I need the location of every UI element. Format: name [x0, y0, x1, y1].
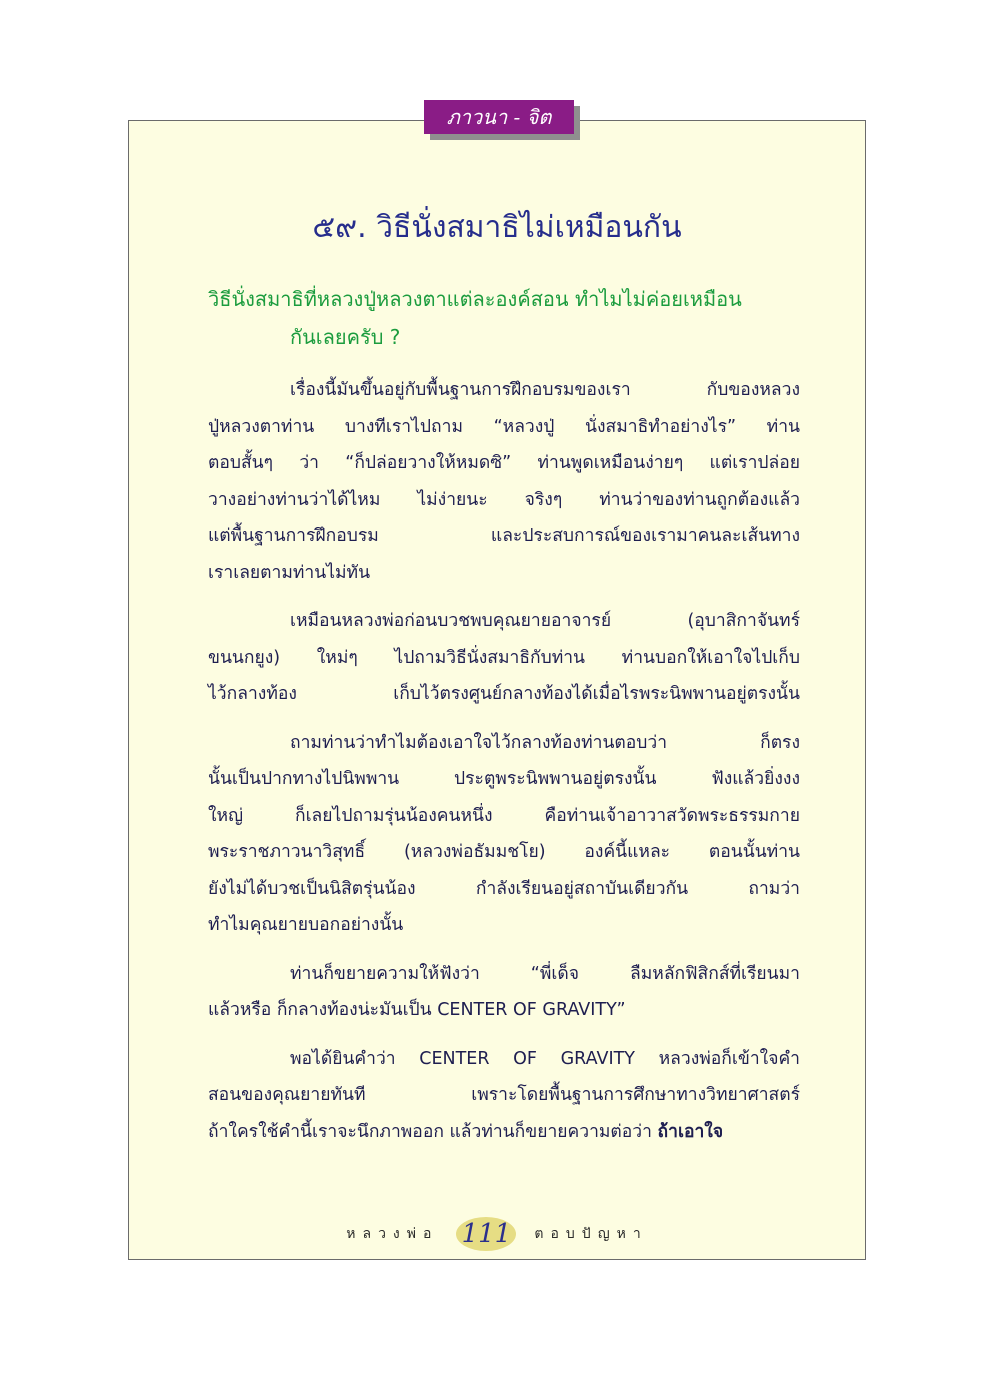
text-line: แล้วหรือ ก็กลางท้องน่ะมันเป็น CENTER OF GRAVITY”	[208, 1000, 626, 1020]
paragraph-4	[208, 956, 800, 1029]
text-line: ขนนกยูง) ใหม่ๆ ไปถามวิธีนั่งสมาธิกับท่าน ท่านบอกให้เอาใจไปเก็บ	[208, 647, 800, 668]
text-line: ตอบสั้นๆ ว่า “ก็ปล่อยวางให้หมดซิ” ท่านพูดเหมือนง่ายๆ แต่เราปล่อย	[208, 453, 800, 473]
text-line: ปู่หลวงตาท่าน บางทีเราไปถาม “หลวงปู่ นั่งสมาธิทำอย่างไร” ท่าน	[208, 416, 800, 437]
chapter-title: ๕๙. วิธีนั่งสมาธิไม่เหมือนกัน	[312, 210, 682, 245]
footer-book-title-left: หลวงพ่อ	[346, 1226, 439, 1242]
text-line: ไว้กลางท้อง เก็บไว้ตรงศูนย์กลางท้องได้เมื่อไรพระนิพพานอยู่ตรงนั้น	[208, 684, 800, 704]
text-line-main: ถ้าใครใช้คำนี้เราจะนึกภาพออก แล้วท่านก็ขยายความต่อว่า	[208, 1121, 652, 1142]
text-line: ยังไม่ได้บวชเป็นนิสิตรุ่นน้อง กำลังเรียนอยู่สถาบันเดียวกัน ถามว่า	[208, 878, 800, 899]
paragraph-1	[208, 372, 800, 591]
text-line: นั้นเป็นปากทางไปนิพพาน ประตูพระนิพพานอยู่ตรงนั้น ฟังแล้วยิ่งงง	[208, 769, 800, 789]
text-line: เราเลยตามท่านไม่ทัน	[208, 562, 371, 583]
text-line: พระราชภาวนาวิสุทธิ์ (หลวงพ่อธัมมชโย) องค์นี้แหละ ตอนนั้นท่าน	[208, 842, 800, 862]
text-line	[208, 1114, 800, 1151]
bold-continuation: ถ้าเอาใจ	[657, 1121, 724, 1142]
text-line: ท่านก็ขยายความให้ฟังว่า “พี่เด็จ ลืมหลักฟิสิกส์ที่เรียนมา	[290, 963, 800, 984]
text-line: พอได้ยินคำว่า CENTER OF GRAVITY หลวงพ่อก็เข้าใจคำ	[290, 1048, 800, 1069]
text-line: วางอย่างท่านว่าได้ไหม ไม่ง่ายนะ จริงๆ ท่านว่าของท่านถูกต้องแล้ว	[208, 489, 800, 510]
paragraph-5	[208, 1041, 800, 1151]
question-line-1: วิธีนั่งสมาธิที่หลวงปู่หลวงตาแต่ละองค์สอน ทำไมไม่ค่อยเหมือน	[208, 287, 742, 311]
text-line: เรื่องนี้มันขึ้นอยู่กับพื้นฐานการฝึกอบรมของเรา กับของหลวง	[290, 380, 800, 400]
text-line: สอนของคุณยายทันที เพราะโดยพื้นฐานการศึกษาทางวิทยาศาสตร์	[208, 1085, 800, 1105]
section-tab	[424, 100, 580, 140]
text-line: ทำไมคุณยายบอกอย่างนั้น	[208, 915, 404, 935]
section-tab-label: ภาวนา - จิต	[424, 100, 574, 134]
paragraph-3	[208, 725, 800, 944]
text-line: เหมือนหลวงพ่อก่อนบวชพบคุณยายอาจารย์ (อุบาสิกาจันทร์	[290, 611, 800, 631]
text-line: ถามท่านว่าทำไมต้องเอาใจไว้กลางท้องท่านตอบว่า ก็ตรง	[290, 732, 800, 753]
answer-body	[208, 372, 800, 1162]
page-footer	[128, 1214, 866, 1254]
footer-book-title-right: ตอบปัญหา	[534, 1226, 648, 1242]
question-block	[208, 280, 808, 356]
paragraph-2	[208, 603, 800, 713]
text-line: แต่พื้นฐานการฝึกอบรม และประสบการณ์ของเรามาคนละเส้นทาง	[208, 526, 800, 546]
page-number: 111	[456, 1217, 516, 1251]
question-line-2: กันเลยครับ ?	[290, 325, 401, 349]
text-line: ใหญ่ ก็เลยไปถามรุ่นน้องคนหนึ่ง คือท่านเจ้าอาวาสวัดพระธรรมกาย	[208, 805, 800, 826]
